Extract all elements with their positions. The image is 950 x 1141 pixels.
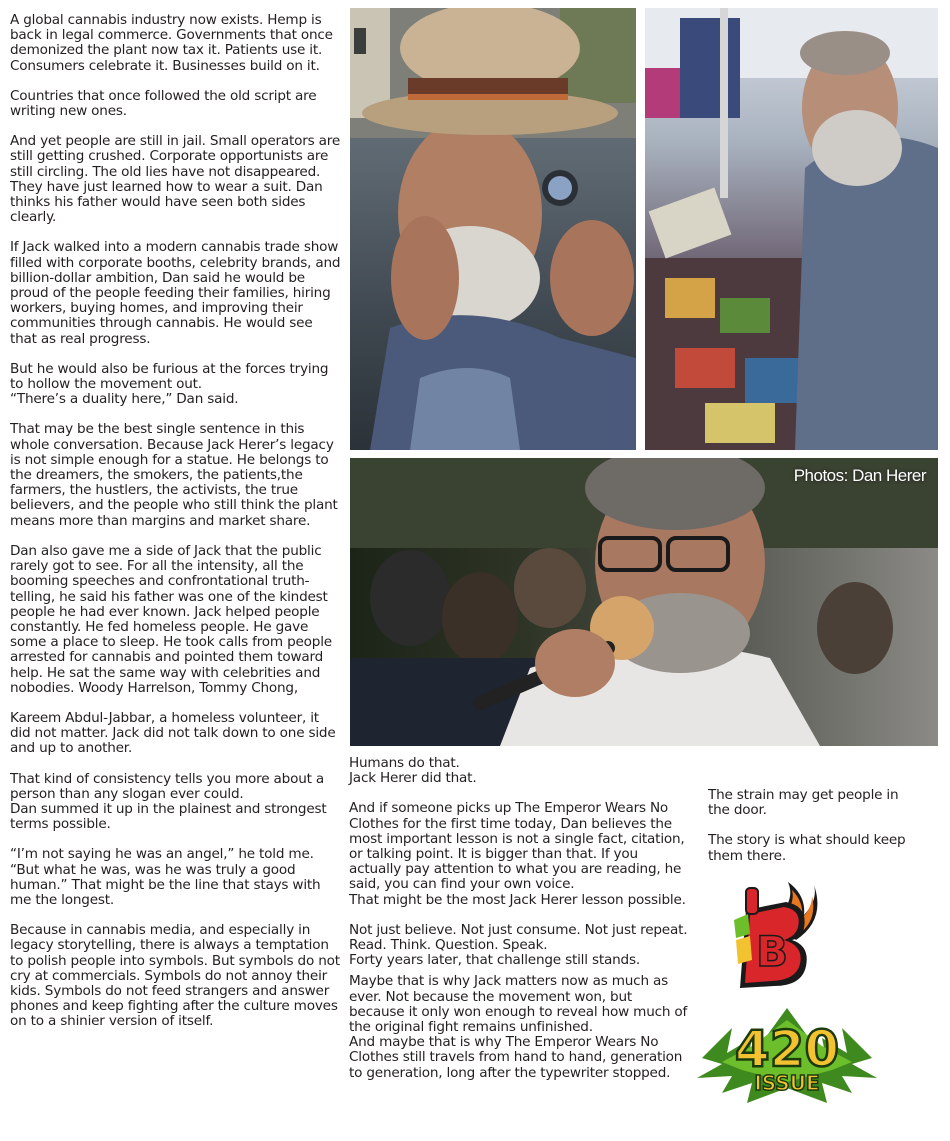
- paragraph: Maybe that is why Jack matters now as much as ever. Not because the movement won, but because it only won enough to reveal how much of the original fight remains unfinished. And maybe that is why The Emperor Wears No Clothes still travels from hand to hand, generation to generation, long after the typewriter stopped.: [349, 973, 688, 1081]
- photo-credit: Photos: Dan Herer: [793, 466, 926, 485]
- photo-man-at-vendor-booth: [645, 8, 938, 450]
- photo-man-in-hat-smoking: [350, 8, 636, 450]
- paragraph: That may be the best single sentence in this whole conversation. Because Jack Herer’s legacy is not simple enough for a statue. He belongs to the dreamers, the smokers, the patients,the farmers, the hustlers, the activists, the true believers, and the people who still think the plant means more than margins and market share.: [10, 421, 338, 529]
- article-column-left: [10, 13, 342, 1045]
- photo-man-with-microphone: [350, 458, 938, 746]
- paragraph: Not just believe. Not just consume. Not just repeat. Read. Think. Question. Speak. Forty years later, that challenge still stands.: [349, 921, 688, 969]
- paragraph: Dan also gave me a side of Jack that the public rarely got to see. For all the intensity, all the booming speeches and confrontational truth-telling, he said his father was one of the kindest people he had ever known. Jack helped people constantly. He fed homeless people. He gave some a place to sleep. He took calls from people arrested for cannabis and pointed them toward help. He sat the same way with celebrities and nobodies. Woody Harrelson, Tommy Chong,: [10, 542, 332, 696]
- flaming-b-logo: [726, 880, 818, 988]
- paragraph: Countries that once followed the old script are writing new ones.: [10, 87, 317, 120]
- paragraph: And yet people are still in jail. Small operators are still getting crushed. Corporate opportunists are still circling. The old lies have not disappeared. They have just learned how to wear a suit. Dan thinks his father would have seen both sides clearly.: [10, 133, 341, 226]
- logo-b-letter: B: [755, 927, 789, 976]
- paragraph: “I’m not saying he was an angel,” he told me. “But what he was, was he was truly a good human.” That might be the line that stays with me the longest.: [10, 846, 321, 908]
- paragraph: And if someone picks up The Emperor Wears No Clothes for the first time today, Dan believes the most important lesson is not a single fact, citation, or talking point. It is bigger than that. If you actually pay attention to what you are reading, he said, you can find your own voice. That might be the most Jack Herer lesson possible.: [349, 800, 686, 908]
- paragraph: Kareem Abdul-Jabbar, a homeless volunteer, it did not matter. Jack did not talk down to one side and up to another.: [10, 709, 336, 757]
- paragraph: Humans do that. Jack Herer did that.: [349, 755, 477, 787]
- article-column-right: [708, 788, 918, 879]
- paragraph: The story is what should keep them there.: [708, 832, 906, 864]
- logo-420-number: 420: [734, 1020, 840, 1078]
- paragraph: If Jack walked into a modern cannabis trade show filled with corporate booths, celebrity brands, and billion-dollar ambition, Dan said he would be proud of the people feeding their families, hiring workers, buying homes, and improving their communities through cannabis. He would see that as real progress.: [10, 239, 341, 347]
- 420-issue-logo: [692, 998, 882, 1110]
- paragraph: That kind of consistency tells you more about a person than any slogan ever could. Dan summed it up in the plainest and strongest terms possible.: [10, 770, 327, 833]
- paragraph: But he would also be furious at the forces trying to hollow the movement out. “There’s a duality here,” Dan said.: [10, 360, 329, 408]
- paragraph: The strain may get people in the door.: [708, 787, 899, 819]
- paragraph: A global cannabis industry now exists. Hemp is back in legal commerce. Governments that once demonized the plant now tax it. Patients use it. Consumers celebrate it. Businesses build on it.: [10, 12, 333, 74]
- article-column-middle: [349, 756, 689, 1096]
- paragraph: Because in cannabis media, and especially in legacy storytelling, there is always a temptation to polish people into symbols. But symbols do not cry at commercials. Symbols do not annoy their kids. Symbols do not feed strangers and answer phones and keep fighting after the culture moves on to a shinier version of itself.: [10, 922, 340, 1030]
- logo-issue-word: ISSUE: [754, 1071, 820, 1095]
